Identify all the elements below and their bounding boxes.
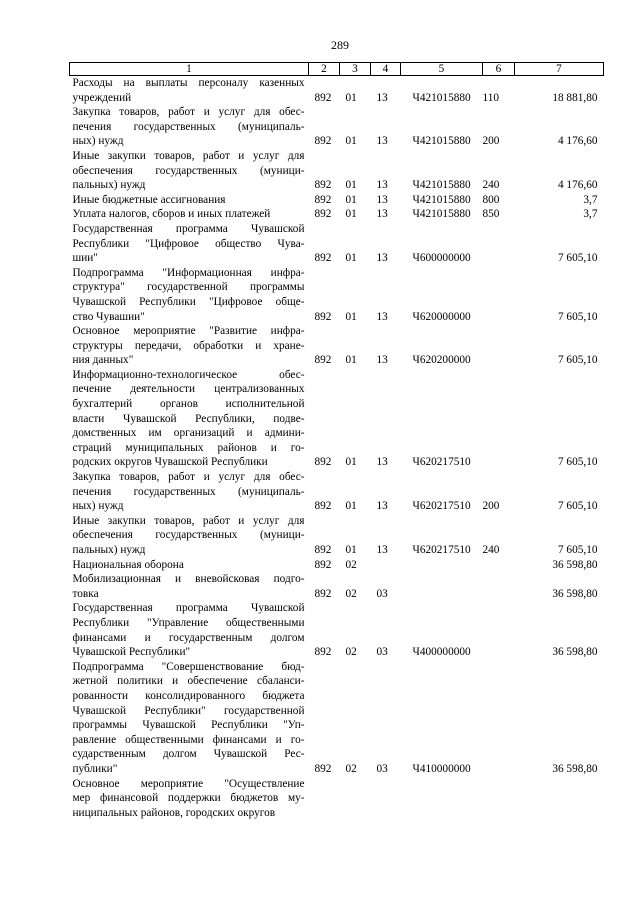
header-col-amount: 7 bbox=[515, 63, 604, 76]
row-expense-type bbox=[483, 324, 515, 368]
row-section-code: 01 bbox=[345, 310, 357, 323]
row-name-line: родских округов Чувашской Республики bbox=[72, 456, 268, 469]
row-subsection-code: 13 bbox=[376, 208, 388, 221]
row-target-article: Ч620217510 bbox=[412, 456, 471, 469]
row-name-line: финансами и государственным долгом bbox=[72, 631, 305, 644]
row-amount: 7 605,10 bbox=[557, 456, 598, 469]
row-expense-type: 200 bbox=[482, 500, 500, 513]
row-expense-type: 240 bbox=[482, 179, 500, 192]
row-name-line: товка bbox=[72, 587, 99, 600]
header-col-section: 3 bbox=[340, 63, 371, 76]
table-row bbox=[70, 324, 604, 368]
table-row bbox=[70, 660, 604, 777]
row-name-line: Государственная программа Чувашской bbox=[72, 222, 305, 235]
row-section-code bbox=[340, 777, 371, 821]
row-ministry-code: 892 bbox=[314, 544, 332, 556]
row-target-article: Ч421015880 bbox=[412, 91, 471, 104]
row-name-line: ниципальных районов, городских округов bbox=[72, 806, 276, 819]
row-subsection-code: 13 bbox=[376, 456, 388, 469]
row-amount: 4 176,60 bbox=[557, 135, 598, 148]
row-name-line: Закупка товаров, работ и услуг для обес- bbox=[72, 471, 305, 484]
row-name-line: рованности консолидированного бюджета bbox=[72, 689, 305, 702]
row-name-line: Подпрограмма "Информационная инфра- bbox=[72, 266, 305, 279]
row-section-code: 02 bbox=[345, 762, 357, 775]
row-amount: 7 605,10 bbox=[557, 354, 598, 367]
row-section-code: 01 bbox=[345, 208, 357, 221]
row-name bbox=[70, 558, 309, 573]
row-name bbox=[70, 76, 309, 106]
row-ministry-code: 892 bbox=[314, 135, 332, 148]
row-name-line: программы Чувашской Республики "Уп- bbox=[72, 719, 305, 732]
table-row bbox=[70, 207, 604, 222]
row-name bbox=[70, 368, 309, 470]
row-name-line: шии" bbox=[72, 252, 98, 265]
row-expense-type bbox=[483, 266, 515, 324]
row-section-code: 01 bbox=[345, 252, 357, 265]
row-name bbox=[70, 105, 309, 149]
row-name bbox=[70, 660, 309, 777]
row-amount: 36 598,80 bbox=[552, 646, 598, 659]
row-target-article: Ч600000000 bbox=[412, 252, 471, 265]
row-target-article bbox=[401, 558, 483, 573]
table-row bbox=[70, 777, 604, 821]
row-name bbox=[70, 572, 309, 601]
row-name-line: Основное мероприятие "Развитие инфра- bbox=[72, 325, 305, 338]
row-expense-type bbox=[483, 222, 515, 266]
row-name-line: Чувашской Республики "Цифровое обще- bbox=[72, 295, 305, 308]
table-body bbox=[70, 76, 604, 821]
table-row bbox=[70, 558, 604, 573]
row-name-line: Расходы на выплаты персоналу казенных bbox=[72, 77, 305, 89]
table-row bbox=[70, 266, 604, 324]
row-name-line: ных) нужд bbox=[72, 135, 124, 148]
table-row bbox=[70, 105, 604, 149]
row-name-line: Информационно-технологическое обес- bbox=[72, 368, 305, 381]
row-name-line: обеспечения государственных (муници- bbox=[72, 529, 305, 542]
row-subsection-code: 13 bbox=[376, 193, 388, 206]
row-ministry-code: 892 bbox=[314, 558, 332, 571]
row-target-article: Ч400000000 bbox=[412, 646, 471, 659]
row-name bbox=[70, 514, 309, 558]
row-expense-type: 800 bbox=[482, 193, 500, 206]
row-name-line: печение деятельности централизованных bbox=[72, 383, 305, 396]
row-name-line: равление общественными финансами и го- bbox=[72, 733, 305, 746]
row-expense-type bbox=[483, 777, 515, 821]
header-col-expense-type: 6 bbox=[483, 63, 515, 76]
row-expense-type bbox=[483, 601, 515, 659]
row-name-line: Иные бюджетные ассигнования bbox=[72, 193, 226, 206]
row-expense-type: 850 bbox=[482, 208, 500, 221]
row-name-line: Подпрограмма "Совершенствование бюд- bbox=[72, 660, 305, 673]
row-amount: 3,7 bbox=[583, 193, 598, 206]
row-ministry-code: 892 bbox=[314, 208, 332, 221]
row-name-line: структура" государственной программы bbox=[72, 281, 305, 294]
row-name bbox=[70, 207, 309, 222]
table-row bbox=[70, 222, 604, 266]
header-col-ministry: 2 bbox=[309, 63, 340, 76]
row-expense-type: 240 bbox=[482, 544, 500, 556]
row-ministry-code: 892 bbox=[314, 762, 332, 775]
row-name-line: домственных им организаций и админи- bbox=[72, 427, 305, 440]
row-subsection-code: 13 bbox=[376, 91, 388, 104]
row-section-code: 01 bbox=[345, 354, 357, 367]
row-name bbox=[70, 777, 309, 821]
row-name-line: публики" bbox=[72, 762, 118, 775]
budget-table bbox=[69, 62, 604, 820]
row-name-line: сударственным долгом Чувашской Рес- bbox=[72, 748, 305, 761]
row-name-line: Чувашской Республики" государственной bbox=[72, 704, 305, 717]
header-col-name: 1 bbox=[70, 63, 309, 76]
row-subsection-code bbox=[371, 558, 401, 573]
row-amount: 36 598,80 bbox=[552, 558, 598, 571]
row-name-line: Мобилизационная и вневойсковая подго- bbox=[72, 573, 305, 586]
row-subsection-code: 13 bbox=[376, 310, 388, 323]
row-amount: 36 598,80 bbox=[552, 762, 598, 775]
row-ministry-code: 892 bbox=[314, 500, 332, 513]
row-name-line: Иные закупки товаров, работ и услуг для bbox=[72, 149, 305, 162]
row-name-line: ных) нужд bbox=[72, 500, 124, 513]
row-name-line: структуры передачи, обработки и хране- bbox=[72, 339, 305, 352]
row-name-line: печения государственных (муниципаль- bbox=[72, 120, 305, 133]
row-name-line: Иные закупки товаров, работ и услуг для bbox=[72, 514, 305, 527]
table-row bbox=[70, 149, 604, 193]
row-subsection-code bbox=[371, 777, 401, 821]
table-row bbox=[70, 76, 604, 106]
row-amount: 18 881,80 bbox=[552, 91, 598, 104]
table-row bbox=[70, 368, 604, 470]
row-name-line: ство Чувашии" bbox=[72, 310, 145, 323]
row-ministry-code: 892 bbox=[314, 456, 332, 469]
row-section-code: 02 bbox=[345, 587, 357, 600]
row-name-line: пальных) нужд bbox=[72, 179, 146, 192]
row-amount: 7 605,10 bbox=[557, 252, 598, 265]
row-expense-type bbox=[483, 368, 515, 470]
row-target-article bbox=[401, 572, 483, 601]
table-row bbox=[70, 572, 604, 601]
row-name-line: страций муниципальных районов и го- bbox=[72, 441, 305, 454]
row-section-code: 01 bbox=[345, 193, 357, 206]
row-name bbox=[70, 193, 309, 208]
row-subsection-code: 03 bbox=[376, 646, 388, 659]
row-name-line: Республики "Цифровое общество Чува- bbox=[72, 237, 305, 250]
row-name-line: обеспечения государственных (муници- bbox=[72, 164, 305, 177]
row-name bbox=[70, 266, 309, 324]
row-target-article: Ч620217510 bbox=[412, 500, 471, 513]
row-target-article: Ч421015880 bbox=[412, 179, 471, 192]
row-name-line: Чувашской Республики" bbox=[72, 646, 191, 659]
row-name bbox=[70, 149, 309, 193]
row-section-code: 01 bbox=[345, 544, 357, 556]
row-expense-type bbox=[483, 660, 515, 777]
row-name-line: печения государственных (муниципаль- bbox=[72, 485, 305, 498]
row-target-article: Ч421015880 bbox=[412, 208, 471, 221]
page-number: 289 bbox=[331, 38, 349, 52]
row-name-line: власти Чувашской Республики, подве- bbox=[72, 412, 305, 425]
row-target-article bbox=[401, 777, 483, 821]
row-expense-type bbox=[483, 558, 515, 573]
row-name bbox=[70, 324, 309, 368]
row-amount: 7 605,10 bbox=[557, 544, 598, 556]
row-section-code: 01 bbox=[345, 135, 357, 148]
row-name bbox=[70, 601, 309, 659]
header-col-target-article: 5 bbox=[401, 63, 483, 76]
table-row bbox=[70, 470, 604, 514]
row-name-line: Закупка товаров, работ и услуг для обес- bbox=[72, 106, 305, 119]
row-amount: 36 598,80 bbox=[552, 587, 598, 600]
row-name-line: учреждений bbox=[72, 91, 132, 104]
row-target-article: Ч620000000 bbox=[412, 310, 471, 323]
row-amount: 7 605,10 bbox=[557, 500, 598, 513]
row-section-code: 02 bbox=[345, 558, 357, 571]
row-name-line: Основное мероприятие "Осуществление bbox=[72, 777, 305, 790]
row-section-code: 01 bbox=[345, 500, 357, 513]
row-target-article: Ч421015880 bbox=[412, 135, 471, 148]
row-name bbox=[70, 470, 309, 514]
row-name-line: пальных) нужд bbox=[72, 544, 146, 556]
row-ministry-code: 892 bbox=[314, 354, 332, 367]
row-amount: 7 605,10 bbox=[557, 310, 598, 323]
row-section-code: 01 bbox=[345, 456, 357, 469]
table-row bbox=[70, 193, 604, 208]
header-row bbox=[70, 63, 604, 76]
row-subsection-code: 13 bbox=[376, 354, 388, 367]
row-name-line: Государственная программа Чувашской bbox=[72, 602, 305, 615]
row-amount bbox=[515, 777, 604, 821]
row-name-line: мер финансовой поддержки бюджетов му- bbox=[72, 792, 305, 805]
row-subsection-code: 13 bbox=[376, 135, 388, 148]
row-name-line: ния данных" bbox=[72, 354, 134, 367]
row-ministry-code: 892 bbox=[314, 193, 332, 206]
row-section-code: 01 bbox=[345, 179, 357, 192]
row-target-article: Ч620217510 bbox=[412, 544, 471, 556]
row-name-line: Уплата налогов, сборов и иных платежей bbox=[72, 208, 271, 221]
row-section-code: 01 bbox=[345, 91, 357, 104]
row-ministry-code: 892 bbox=[314, 646, 332, 659]
table-row bbox=[70, 514, 604, 558]
row-target-article: Ч421015880 bbox=[412, 193, 471, 206]
header-col-subsection: 4 bbox=[371, 63, 401, 76]
row-name-line: жетной политики и обеспечение сбаланси- bbox=[72, 675, 305, 688]
row-name-line: Республики "Управление общественными bbox=[72, 616, 305, 629]
row-subsection-code: 13 bbox=[376, 252, 388, 265]
row-ministry-code: 892 bbox=[314, 179, 332, 192]
row-subsection-code: 03 bbox=[376, 587, 388, 600]
row-expense-type bbox=[483, 572, 515, 601]
row-name-line: Национальная оборона bbox=[72, 558, 184, 571]
row-ministry-code bbox=[309, 777, 340, 821]
table-header bbox=[70, 63, 604, 76]
row-amount: 3,7 bbox=[583, 208, 598, 221]
row-subsection-code: 13 bbox=[376, 544, 388, 556]
row-ministry-code: 892 bbox=[314, 587, 332, 600]
row-target-article: Ч620200000 bbox=[412, 354, 471, 367]
row-subsection-code: 03 bbox=[376, 762, 388, 775]
row-name bbox=[70, 222, 309, 266]
row-target-article: Ч410000000 bbox=[412, 762, 471, 775]
row-ministry-code: 892 bbox=[314, 310, 332, 323]
row-expense-type: 110 bbox=[482, 91, 500, 104]
table-row bbox=[70, 601, 604, 659]
row-section-code: 02 bbox=[345, 646, 357, 659]
row-subsection-code: 13 bbox=[376, 500, 388, 513]
row-amount: 4 176,60 bbox=[557, 179, 598, 192]
row-ministry-code: 892 bbox=[314, 91, 332, 104]
row-ministry-code: 892 bbox=[314, 252, 332, 265]
row-expense-type: 200 bbox=[482, 135, 500, 148]
row-name-line: бухгалтерий органов исполнительной bbox=[72, 398, 305, 411]
row-subsection-code: 13 bbox=[376, 179, 388, 192]
